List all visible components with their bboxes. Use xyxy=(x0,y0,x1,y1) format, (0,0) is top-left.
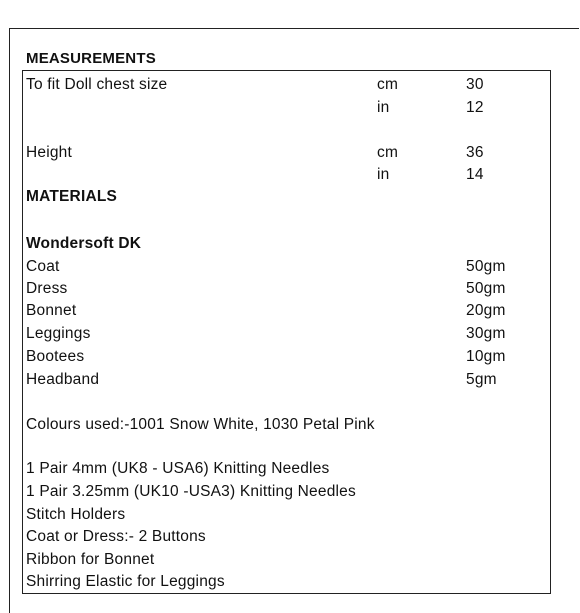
material-name: Bonnet xyxy=(26,302,77,319)
chest-label: To fit Doll chest size xyxy=(26,76,168,93)
material-amount: 20gm xyxy=(466,302,506,319)
material-name: Dress xyxy=(26,280,68,297)
extra-item: 1 Pair 3.25mm (UK10 -USA3) Knitting Needles xyxy=(26,483,356,500)
colours-used: Colours used:-1001 Snow White, 1030 Petal Pink xyxy=(26,416,375,433)
height-label: Height xyxy=(26,144,73,161)
measurements-heading: MEASUREMENTS xyxy=(26,50,156,67)
material-amount: 50gm xyxy=(466,280,506,297)
extra-item: Shirring Elastic for Leggings xyxy=(26,573,225,590)
material-name: Coat xyxy=(26,258,60,275)
material-name: Headband xyxy=(26,371,100,388)
chest-in-unit: in xyxy=(377,99,390,116)
extra-item: Stitch Holders xyxy=(26,506,126,523)
material-amount: 50gm xyxy=(466,258,506,275)
height-in-unit: in xyxy=(377,166,390,183)
material-name: Bootees xyxy=(26,348,85,365)
extra-item: 1 Pair 4mm (UK8 - USA6) Knitting Needles xyxy=(26,460,330,477)
material-amount: 10gm xyxy=(466,348,506,365)
material-name: Leggings xyxy=(26,325,91,342)
yarn-name: Wondersoft DK xyxy=(26,235,142,252)
chest-cm-unit: cm xyxy=(377,76,399,93)
chest-in-value: 12 xyxy=(466,99,484,116)
height-cm-unit: cm xyxy=(377,144,399,161)
material-amount: 5gm xyxy=(466,371,497,388)
height-in-value: 14 xyxy=(466,166,484,183)
materials-heading: MATERIALS xyxy=(26,188,118,205)
height-cm-value: 36 xyxy=(466,144,484,161)
material-amount: 30gm xyxy=(466,325,506,342)
extra-item: Ribbon for Bonnet xyxy=(26,551,155,568)
extra-item: Coat or Dress:- 2 Buttons xyxy=(26,528,206,545)
chest-cm-value: 30 xyxy=(466,76,484,93)
